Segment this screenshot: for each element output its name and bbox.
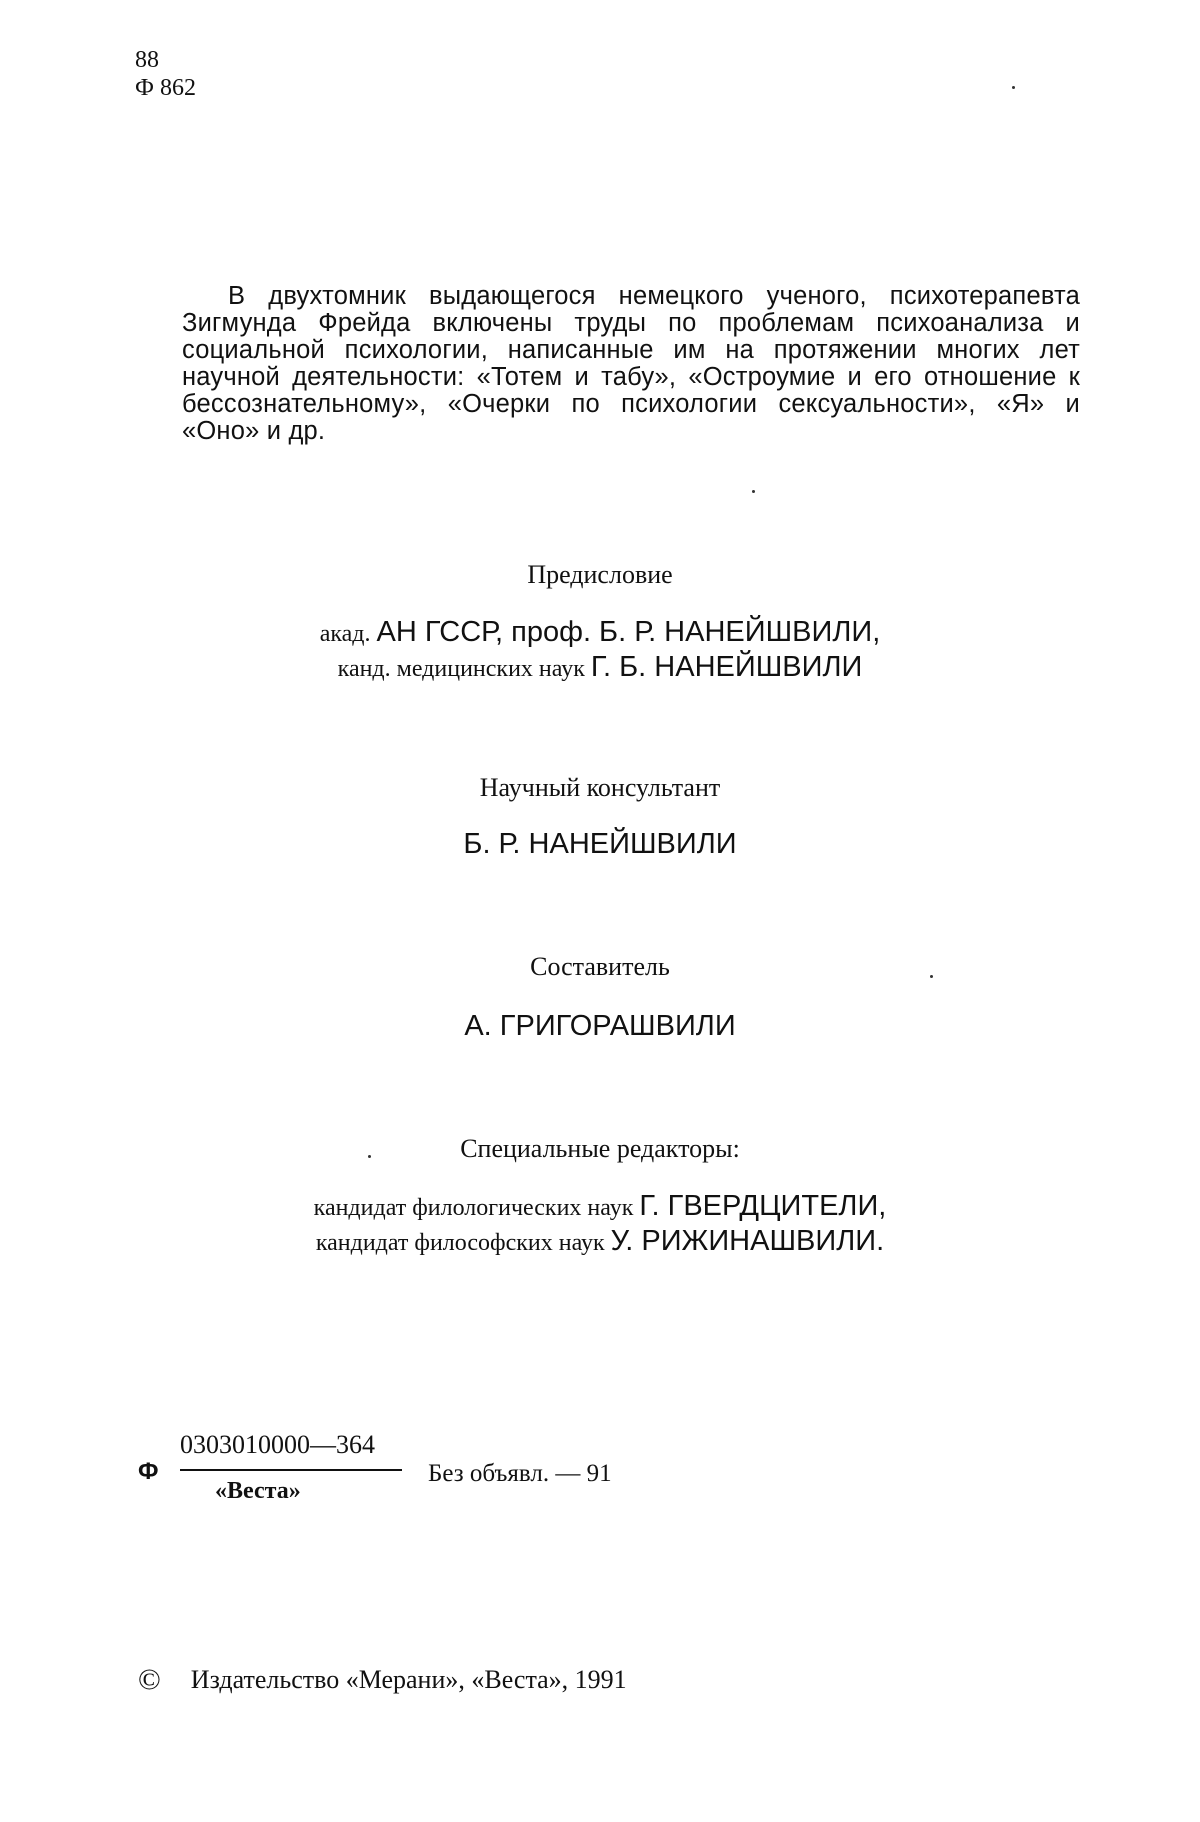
foreword-line-1-prefix: акад. (319, 621, 377, 647)
imprint-fraction-line (180, 1469, 402, 1471)
print-speck (1012, 86, 1015, 89)
author-mark: Ф 862 (135, 75, 196, 101)
copyright-text: Издательство «Мерани», «Веста», 1991 (190, 1665, 627, 1694)
udk-block (135, 46, 196, 102)
no-advert-note: Без объявл. — 91 (428, 1460, 612, 1487)
print-speck (752, 490, 755, 493)
consultant-label: Научный консультант (479, 773, 721, 802)
foreword-line-1 (0, 616, 1200, 651)
annotation-paragraph: В двухтомник выдающегося немецкого ученого, психотерапевта Зигмунда Фрейда включены труды по проблемам психоанализа и социальной психологии, написанные им на протяжении многих лет научной деятельности: «Тотем и табу», «Остроумие и его отношение к бессознательному», «Очерки по психологии сексуальности», «Я» и «Оно» и др. (182, 282, 1080, 445)
compiler-name: А. ГРИГОРАШВИЛИ (464, 1010, 736, 1042)
editor-line-2 (0, 1225, 1200, 1260)
compiler-label: Составитель (530, 952, 670, 981)
editors-label: Специальные редакторы: (460, 1134, 740, 1163)
foreword-line-2-prefix: канд. медицинских наук (337, 656, 591, 682)
imprint-denominator: «Веста» (215, 1478, 301, 1504)
editor-line-1 (0, 1190, 1200, 1225)
editor-line-2-name: У. РИЖИНАШВИЛИ. (610, 1225, 885, 1257)
consultant-name: Б. Р. НАНЕЙШВИЛИ (463, 828, 737, 860)
imprint-numerator: 0303010000—364 (180, 1430, 375, 1459)
foreword-label: Предисловие (527, 560, 673, 589)
editor-line-2-prefix: кандидат философских наук (315, 1230, 611, 1256)
foreword-authors (0, 616, 1200, 686)
print-speck (368, 1155, 371, 1158)
print-speck (930, 975, 933, 978)
editor-line-1-prefix: кандидат филологических наук (313, 1195, 640, 1221)
editors-list (0, 1190, 1200, 1260)
editor-line-1-name: Г. ГВЕРДЦИТЕЛИ, (639, 1190, 887, 1222)
foreword-line-1-name: АН ГССР, проф. Б. Р. НАНЕЙШВИЛИ, (376, 616, 881, 648)
bbk-index: 88 (135, 47, 159, 73)
foreword-line-2 (0, 651, 1200, 686)
imprint-letter: Ф (138, 1458, 159, 1485)
copyright-line (138, 1663, 627, 1697)
copyright-icon: © (138, 1663, 161, 1696)
foreword-line-2-name: Г. Б. НАНЕЙШВИЛИ (590, 651, 863, 683)
